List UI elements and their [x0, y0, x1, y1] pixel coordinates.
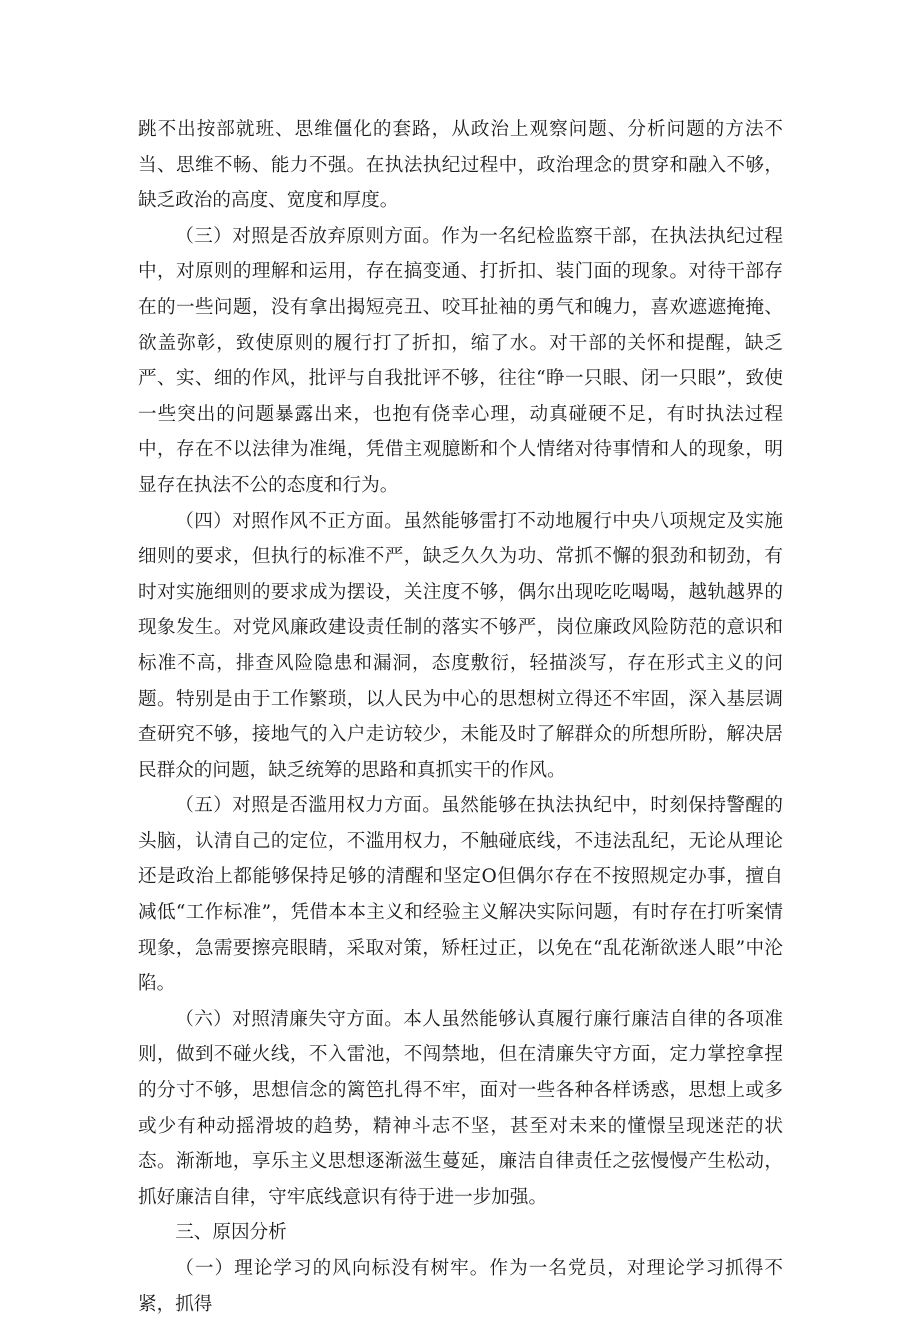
paragraph-cause-1: （一）理论学习的风向标没有树牢。作为一名党员，对理论学习抓得不紧，抓得 [138, 1258, 783, 1315]
paragraph-continuation: 跳不出按部就班、思维僵化的套路，从政治上观察问题、分析问题的方法不当、思维不畅、能力不强。在执法执纪过程中，政治理念的贯穿和融入不够，缺乏政治的高度、宽度和厚度。 [138, 119, 783, 212]
paragraph-section-4: （四）对照作风不正方面。虽然能够雷打不动地履行中央八项规定及实施细则的要求，但执行的标准不严，缺乏久久为功、常抓不懈的狠劲和韧劲，有时对实施细则的要求成为摆设，关注度不够，偶尔出现吃吃喝喝，越轨越界的现象发生。对党风廉政建设责任制的落实不够严，岗位廉政风险防范的意识和标准不高，排查风险隐患和漏洞，态度敷衍，轻描淡写，存在形式主义的问题。特别是由于工作繁琐，以人民为中心的思想树立得还不牢固，深入基层调查研究不够，接地气的入户走访较少，未能及时了解群众的所想所盼，解决居民群众的问题，缺乏统筹的思路和真抓实干的作风。 [138, 510, 783, 781]
paragraph-section-5: （五）对照是否滥用权力方面。虽然能够在执法执纪中，时刻保持警醒的头脑，认清自己的定位，不滥用权力，不触碰底线，不违法乱纪，无论从理论还是政治上都能够保持足够的清醒和坚定O但偶尔存在不按照规定办事，擅自减低“工作标准”，凭借本本主义和经验主义解决实际问题，有时存在打听案情现象，急需要擦亮眼睛，采取对策，矫枉过正，以免在“乱花渐欲迷人眼”中沦陷。 [138, 795, 783, 995]
document-body [138, 112, 783, 1322]
paragraph-section-6: （六）对照清廉失守方面。本人虽然能够认真履行廉行廉洁自律的各项准则，做到不碰火线，不入雷池，不闯禁地，但在清廉失守方面，定力掌控拿捏的分寸不够，思想信念的篱笆扎得不牢，面对一些各种各样诱惑，思想上或多或少有种动摇滑坡的趋势，精神斗志不坚，甚至对未来的懂憬呈现迷茫的状态。渐渐地，享乐主义思想逐渐滋生蔓延，廉洁自律责任之弦慢慢产生松动，抓好廉洁自律，守牢底线意识有待于进一步加强。 [138, 1008, 783, 1208]
section-heading-cause-analysis: 三、原因分析 [175, 1222, 287, 1244]
paragraph-section-3: （三）对照是否放弃原则方面。作为一名纪检监察干部，在执法执纪过程中，对原则的理解和运用，存在搞变通、打折扣、装门面的现象。对待干部存在的一些问题，没有拿出揭短亮丑、咬耳扯袖的勇气和魄力，喜欢遮遮掩掩、欲盖弥彰，致使原则的履行打了折扣，缩了水。对干部的关怀和提醒，缺乏严、实、细的作风，批评与自我批评不够，往往“睁一只眼、闭一只眼”，致使一些突出的问题暴露出来，也抱有侥幸心理，动真碰硬不足，有时执法过程中，存在不以法律为准绳，凭借主观臆断和个人情绪对待事情和人的现象，明显存在执法不公的态度和行为。 [138, 225, 783, 496]
